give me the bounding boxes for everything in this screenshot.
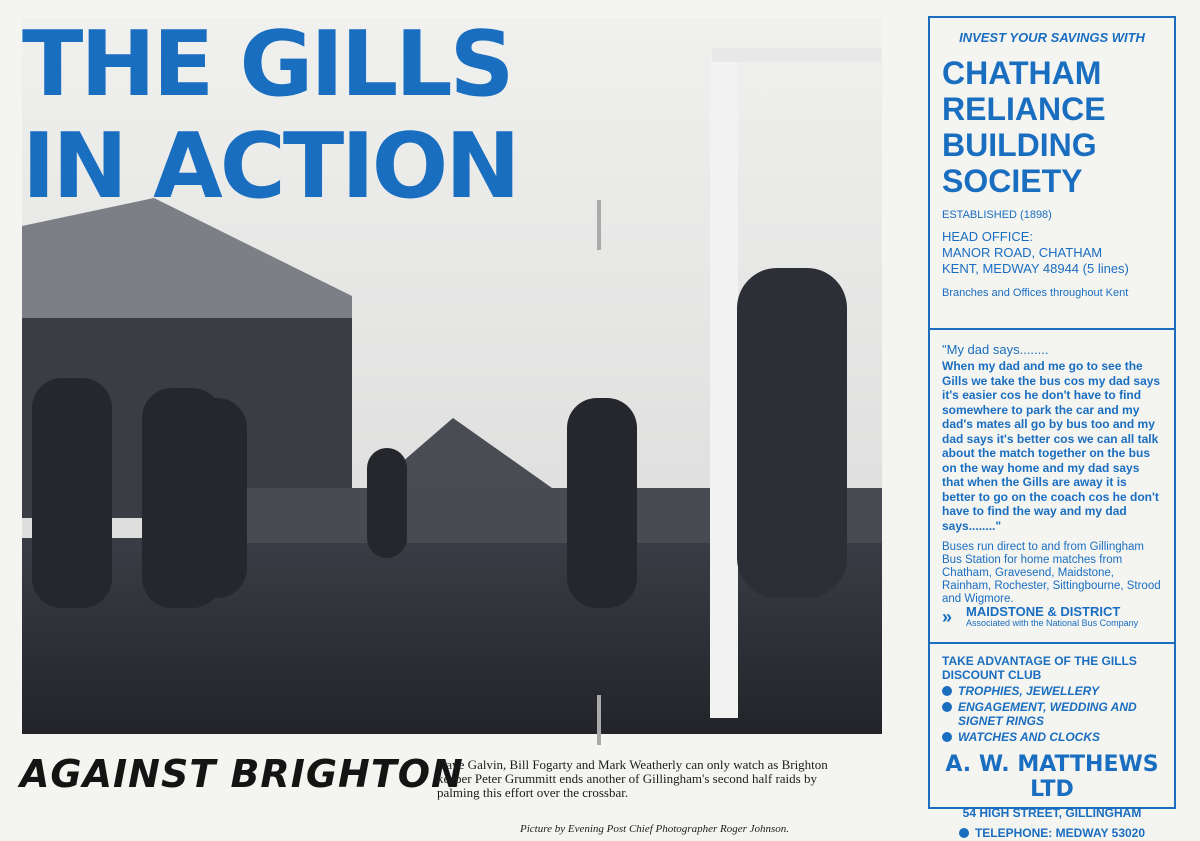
- society-name-line: RELIANCE: [942, 91, 1106, 127]
- jeweller-name: A. W. MATTHEWS LTD: [945, 752, 1159, 802]
- bullet-icon: [942, 732, 952, 742]
- photo-player: [367, 448, 407, 558]
- society-name: [942, 55, 1162, 199]
- branches-note: Branches and Offices throughout Kent: [942, 287, 1129, 299]
- bullet-icon: [942, 686, 952, 696]
- bus-ad: [930, 330, 1174, 644]
- building-society-ad: [930, 18, 1174, 330]
- headline-line-2: IN ACTION: [22, 114, 518, 219]
- head-office-label: HEAD OFFICE:: [942, 229, 1034, 244]
- offer-item-label: WATCHES AND CLOCKS: [958, 730, 1100, 744]
- photo-goalpost: [710, 58, 738, 718]
- caption-text: Dave Galvin, Bill Fogarty and Mark Weatherly can only watch as Brighton keeper Peter Grummitt ends another of Gillingham's second half raids by palming this effort over the crossbar.: [437, 757, 828, 800]
- jeweller-address: 54 HIGH STREET, GILLINGHAM: [962, 806, 1142, 820]
- photo-goalkeeper: [737, 268, 847, 598]
- bus-services: Buses run direct to and from Gillingham Bus Station for home matches from Chatham, Gravesend, Maidstone, Rainham, Rochester, Sittingbourne, Strood and Wigmore.: [942, 541, 1161, 605]
- photo-player: [567, 398, 637, 608]
- photo-player: [32, 378, 112, 608]
- photo-player: [187, 398, 247, 598]
- jeweller-telephone: [942, 826, 1162, 840]
- bus-company-name: MAIDSTONE & DISTRICT: [966, 604, 1121, 619]
- caption-heading: AGAINST BRIGHTON: [20, 752, 464, 796]
- quote-title: "My dad says........: [942, 342, 1049, 357]
- ad-tagline: INVEST YOUR SAVINGS WITH: [959, 30, 1145, 45]
- jeweller-ad: [930, 644, 1174, 840]
- photo-crossbar: [712, 48, 882, 62]
- double-chevron-icon: »: [942, 606, 953, 627]
- telephone-label: TELEPHONE: MEDWAY 53020: [974, 826, 1146, 840]
- photo-credit: Picture by Evening Post Chief Photographer Roger Johnson.: [520, 823, 790, 835]
- advertisement-column: [928, 16, 1176, 840]
- society-name-line: CHATHAM: [942, 55, 1102, 91]
- staple: [597, 695, 601, 745]
- staple: [597, 200, 601, 250]
- quote-body: When my dad and me go to see the Gills we take the bus cos my dad says it's easier cos he don't have to find somewhere to park the car and my dad's mates all go by bus too and my dad says it's better cos we can all talk about the match together on the bus on the way home and my dad says that when the Gills are away it is better to go on the coach cos he don't have to find the way and my dad says........": [942, 359, 1161, 533]
- society-name-line: SOCIETY: [942, 163, 1083, 199]
- established: ESTABLISHED (1898): [942, 209, 1052, 221]
- society-name-line: BUILDING: [942, 127, 1097, 163]
- offer-item: [942, 684, 1162, 698]
- bullet-icon: [959, 828, 969, 838]
- address-line-2: KENT, MEDWAY 48944 (5 lines): [942, 261, 1129, 276]
- headline-line-1: THE GILLS: [22, 12, 512, 117]
- offer-item: [942, 730, 1162, 744]
- offer-item-label: ENGAGEMENT, WEDDING AND SIGNET RINGS: [958, 700, 1137, 728]
- offer-item-label: TROPHIES, JEWELLERY: [958, 684, 1100, 698]
- bus-company-sub: Associated with the National Bus Company: [966, 618, 1139, 628]
- bullet-icon: [942, 702, 952, 712]
- address-line-1: MANOR ROAD, CHATHAM: [942, 245, 1103, 260]
- offer-item: [942, 700, 1162, 728]
- discount-club-intro: TAKE ADVANTAGE OF THE GILLS DISCOUNT CLUB: [942, 654, 1137, 682]
- bus-company-logo: [942, 605, 1138, 628]
